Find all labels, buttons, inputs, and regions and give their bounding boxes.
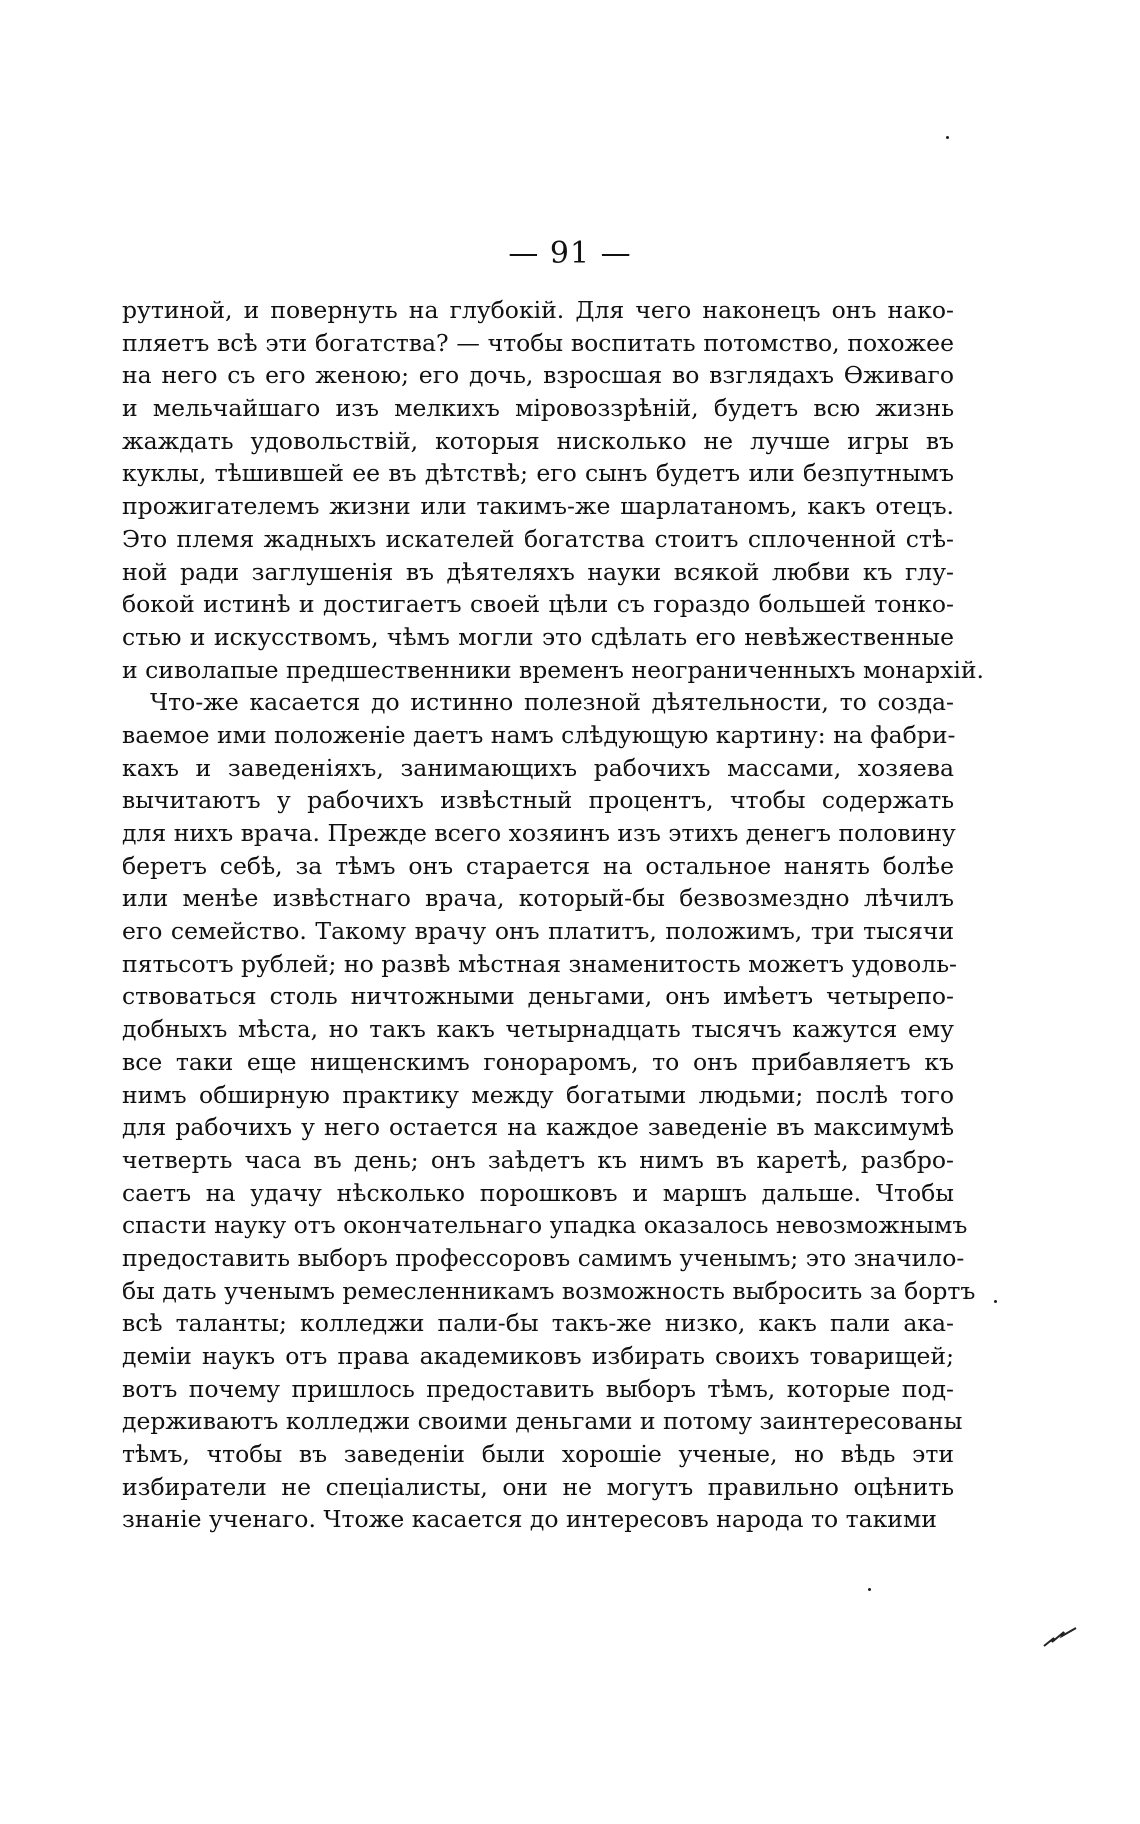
text-line: всѣ таланты; колледжи пали-бы такъ-же низко, какъ пали ака- xyxy=(122,1309,954,1338)
text-line: избиратели не спеціалисты, они не могутъ правильно оцѣнить xyxy=(122,1472,954,1501)
text-line: для рабочихъ у него остается на каждое заведеніе въ максимумѣ xyxy=(122,1113,954,1142)
text-line: ной ради заглушенія въ дѣятеляхъ науки всякой любви къ глу- xyxy=(122,557,954,586)
text-line: или менѣе извѣстнаго врача, который-бы безвозмездно лѣчилъ xyxy=(122,884,954,913)
text-line: на него съ его женою; его дочь, взросшая во взглядахъ Ѳживаго xyxy=(122,361,954,390)
text-line: предоставить выборъ профессоровъ самимъ ученымъ; это значило- xyxy=(122,1243,965,1272)
text-line: беретъ себѣ, за тѣмъ онъ старается на остальное нанять болѣе xyxy=(122,851,954,880)
text-line: его семейство. Такому врачу онъ платитъ, положимъ, три тысячи xyxy=(122,917,954,946)
text-line: четверть часа въ день; онъ заѣдетъ къ нимъ въ каретѣ, разбро- xyxy=(122,1145,954,1174)
text-line: бы дать ученымъ ремесленникамъ возможность выбросить за бортъ xyxy=(122,1276,976,1305)
text-line: держиваютъ колледжи своими деньгами и потому заинтересованы xyxy=(122,1407,963,1436)
text-line: ствоваться столь ничтожными деньгами, онъ имѣетъ четырепо- xyxy=(122,982,954,1011)
page-number: — 91 — xyxy=(508,236,632,271)
pen-mark-icon xyxy=(1040,1620,1080,1650)
text-line: для нихъ врача. Прежде всего хозяинъ изъ этихъ денегъ половину xyxy=(122,819,956,847)
text-line: прожигателемъ жизни или такимъ-же шарлатаномъ, какъ отецъ. xyxy=(122,492,954,521)
text-line: ваемое ими положеніе даетъ намъ слѣдующую картину: на фабри- xyxy=(122,720,956,749)
text-line: стью и искусствомъ, чѣмъ могли это сдѣлать его невѣжественные xyxy=(122,622,954,651)
scan-speck xyxy=(868,1588,871,1591)
text-line: вотъ почему пришлось предоставить выборъ тѣмъ, которые под- xyxy=(122,1374,954,1403)
text-line: тѣмъ, чтобы въ заведеніи были хорошіе ученые, но вѣдь эти xyxy=(122,1440,954,1469)
text-line: и сиволапые предшественники временъ неограниченныхъ монархій. xyxy=(122,655,985,684)
text-line: все таки еще нищенскимъ гонораромъ, то онъ прибавляетъ къ xyxy=(122,1047,954,1076)
text-line: рутиной, и повернуть на глубокій. Для чего наконецъ онъ нако- xyxy=(122,296,954,324)
paragraph-container xyxy=(122,294,985,1536)
text-line: нимъ обширную практику между богатыми людьми; послѣ того xyxy=(122,1080,954,1109)
text-line: деміи наукъ отъ права академиковъ избирать своихъ товарищей; xyxy=(122,1342,954,1370)
text-line: знаніе ученаго. Чтоже касается до интересовъ народа то такими xyxy=(122,1505,937,1534)
text-line: кахъ и заведеніяхъ, занимающихъ рабочихъ массами, хозяева xyxy=(122,753,954,782)
text-line: бокой истинѣ и достигаетъ своей цѣли съ гораздо большей тонко- xyxy=(122,590,954,619)
scan-speck xyxy=(946,136,949,139)
scan-speck xyxy=(994,1300,997,1303)
text-line: и мельчайшаго изъ мелкихъ міровоззрѣній, будетъ всю жизнь xyxy=(122,394,954,423)
text-line: добныхъ мѣста, но такъ какъ четырнадцать тысячъ кажутся ему xyxy=(122,1015,954,1044)
text-line: пляетъ всѣ эти богатства? — чтобы воспитать потомство, похожее xyxy=(122,328,954,357)
text-line: пятьсотъ рублей; но развѣ мѣстная знаменитость можетъ удоволь- xyxy=(122,949,957,978)
text-line: Это племя жадныхъ искателей богатства стоитъ сплоченной стѣ- xyxy=(122,524,954,553)
body-text xyxy=(122,294,985,1536)
text-line: жаждать удовольствій, которыя нисколько не лучше игры въ xyxy=(122,426,954,455)
text-line: куклы, тѣшившей ее въ дѣтствѣ; его сынъ будетъ или безпутнымъ xyxy=(122,459,954,488)
text-line: саетъ на удачу нѣсколько порошковъ и маршъ дальше. Чтобы xyxy=(122,1178,954,1207)
text-line: Что-же касается до истинно полезной дѣятельности, то созда- xyxy=(150,688,954,717)
text-line: спасти науку отъ окончательнаго упадка оказалось невозможнымъ xyxy=(122,1211,968,1240)
text-line: вычитаютъ у рабочихъ извѣстный процентъ, чтобы содержать xyxy=(122,786,954,815)
